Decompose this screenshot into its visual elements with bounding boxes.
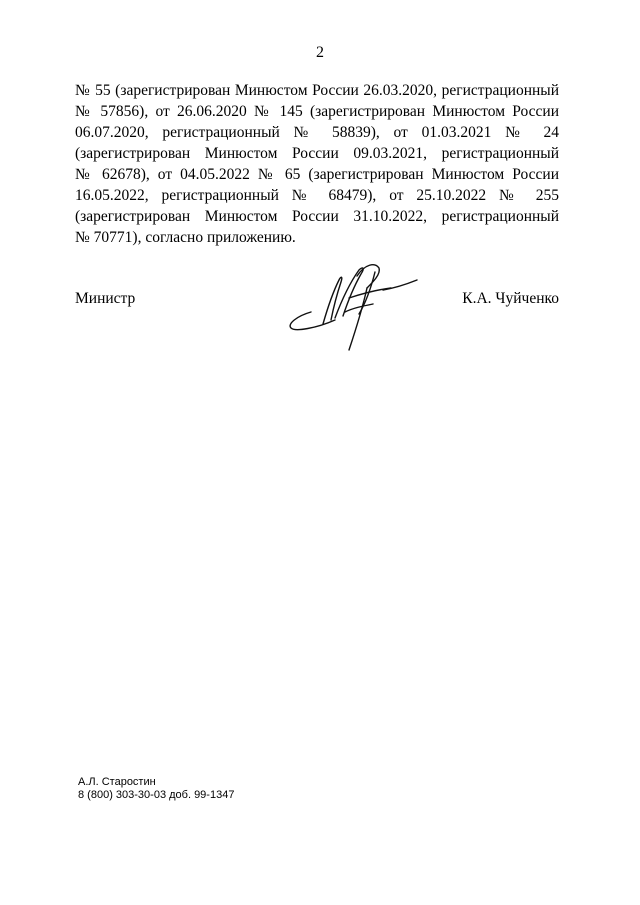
body-line: (зарегистрирован Минюстом России 31.10.2022, регистрационный [75, 208, 559, 225]
body-line: 16.05.2022, регистрационный № 68479), от 25.10.2022 № 255 [75, 187, 559, 204]
body-paragraph [75, 80, 559, 248]
body-line: № 57856), от 26.06.2020 № 145 (зарегистрирован Минюстом России [75, 103, 559, 120]
contact-person: А.Л. Старостин [78, 776, 156, 788]
body-line: № 70771), согласно приложению. [75, 229, 296, 246]
signatory-name: К.А. Чуйченко [462, 290, 559, 307]
contact-info [78, 776, 234, 802]
page-number: 2 [316, 44, 324, 61]
body-line: № 62678), от 04.05.2022 № 65 (зарегистрирован Минюстом России [75, 166, 559, 183]
body-line: (зарегистрирован Минюстом России 09.03.2021, регистрационный [75, 145, 559, 162]
contact-phone: 8 (800) 303-30-03 доб. 99-1347 [78, 789, 235, 801]
handwritten-signature [283, 254, 423, 354]
body-line: № 55 (зарегистрирован Минюстом России 26.03.2020, регистрационный [75, 82, 559, 99]
signature-block [75, 288, 559, 358]
body-line: 06.07.2020, регистрационный № 58839), от 01.03.2021 № 24 [75, 124, 559, 141]
signatory-title: Министр [75, 290, 136, 307]
